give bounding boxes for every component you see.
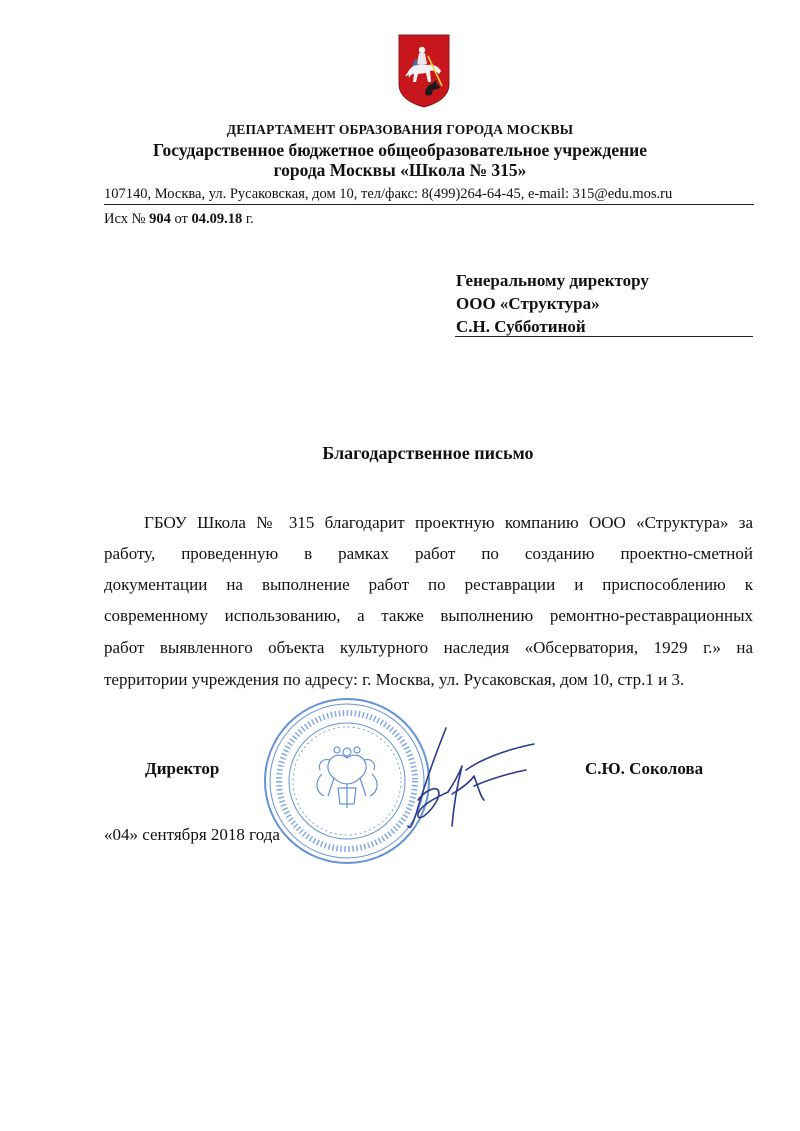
ref-number: 904: [149, 211, 171, 227]
department-heading: ДЕПАРТАМЕНТ ОБРАЗОВАНИЯ ГОРОДА МОСКВЫ: [226, 122, 574, 137]
recipient-name: С.Н. Субботиной: [456, 317, 586, 336]
handwritten-signature: [388, 726, 536, 836]
header-divider: [104, 204, 754, 205]
institution-name-line2: города Москвы «Школа № 315»: [273, 160, 527, 180]
body-line: документации на выполнение работ по реставрации и приспособлению к: [104, 575, 753, 594]
recipient-company: ООО «Структура»: [456, 294, 600, 313]
ref-date: 04.09.18: [191, 211, 243, 227]
body-line: современному использованию, а также выполнению ремонтно-реставрационных: [104, 606, 753, 625]
signatory-name: С.Ю. Соколова: [585, 759, 704, 778]
recipient-position: Генеральному директору: [456, 271, 649, 290]
recipient-underline: [455, 336, 753, 337]
institution-name-line1: Государственное бюджетное общеобразовательное учреждение: [152, 140, 648, 160]
body-line: работу, проведенную в рамках работ по созданию проектно-сметной: [104, 544, 753, 563]
outgoing-reference: [104, 211, 254, 228]
ref-prefix: Исх №: [104, 211, 150, 227]
body-line: территории учреждения по адресу: г. Москва, ул. Русаковская, дом 10, стр.1 и 3.: [104, 670, 685, 689]
moscow-coat-of-arms-icon: [398, 34, 450, 108]
ref-middle: от: [170, 211, 192, 227]
letter-date: «04» сентября 2018 года: [104, 825, 280, 844]
body-line: работ выявленного объекта культурного наследия «Обсерватория, 1929 г.» на: [104, 638, 753, 657]
contact-address: 107140, Москва, ул. Русаковская, дом 10, тел/факс: 8(499)264-64-45, e-mail: 315@edu.mos.ru: [104, 186, 673, 202]
body-line: ГБОУ Школа № 315 благодарит проектную компанию ООО «Структура» за: [144, 513, 753, 532]
ref-suffix: г.: [242, 211, 254, 227]
signatory-position: Директор: [145, 759, 220, 778]
letter-title: Благодарственное письмо: [322, 443, 534, 463]
